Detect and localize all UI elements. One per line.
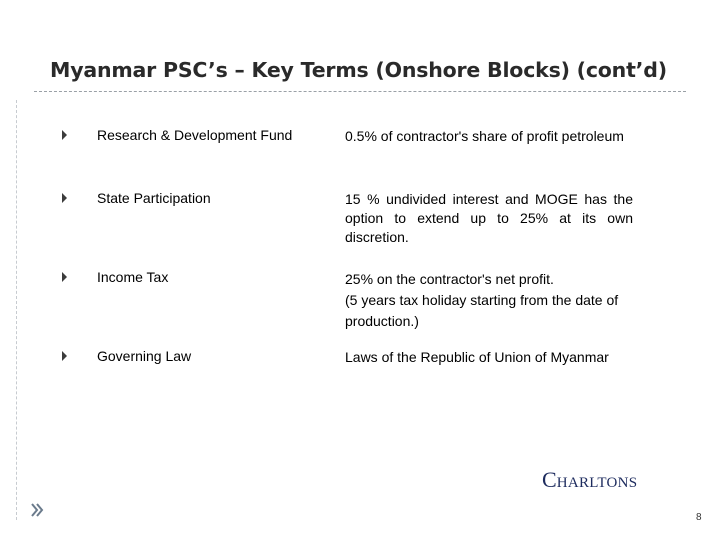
- charltons-logo: [542, 467, 637, 493]
- triangle-bullet-icon: [62, 272, 67, 282]
- double-chevron-right-icon[interactable]: [30, 503, 44, 517]
- description-line: (5 years tax holiday starting from the date of production.): [345, 292, 619, 329]
- term-label: Research & Development Fund: [97, 127, 293, 143]
- slide-title: Myanmar PSC’s – Key Terms (Onshore Blocks) (cont’d): [50, 58, 667, 82]
- triangle-bullet-icon: [62, 130, 67, 140]
- left-rail-divider: [16, 100, 17, 520]
- term-description: 15 % undivided interest and MOGE has the option to extend up to 25% at its own discretion.: [345, 191, 633, 245]
- logo-initial: C: [542, 467, 557, 492]
- title-divider: [34, 91, 686, 92]
- term-label: State Participation: [97, 190, 211, 206]
- term-description: [345, 269, 633, 332]
- page-number: 8: [696, 512, 702, 523]
- term-description: Laws of the Republic of Union of Myanmar: [345, 349, 609, 365]
- term-description: 0.5% of contractor's share of profit petroleum: [345, 128, 624, 144]
- triangle-bullet-icon: [62, 193, 67, 203]
- term-label: Income Tax: [97, 269, 169, 285]
- triangle-bullet-icon: [62, 351, 67, 361]
- description-line: 25% on the contractor's net profit.: [345, 271, 554, 287]
- term-label: Governing Law: [97, 348, 192, 364]
- logo-rest: HARLTONS: [556, 475, 638, 491]
